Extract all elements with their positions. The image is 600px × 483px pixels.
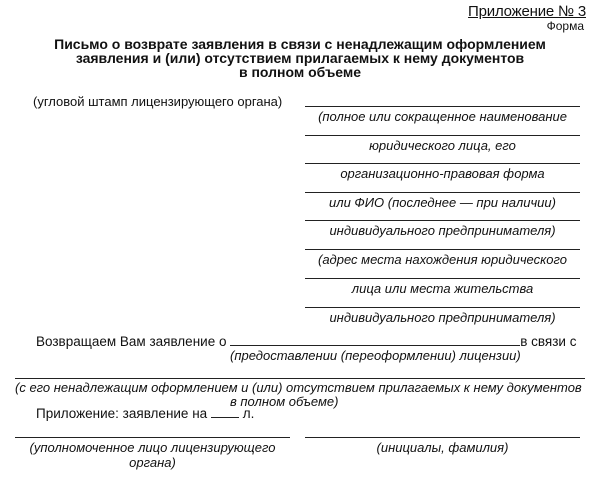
reason-caption-line-1: (с его ненадлежащим оформлением и (или) отсутствием прилагаемых к нему документов (15, 380, 582, 395)
recipient-line-6 (305, 249, 580, 250)
recipient-line-2 (305, 135, 580, 136)
title-line-3: в полном объеме (238, 64, 362, 80)
recipient-line-3 (305, 163, 580, 164)
recipient-line-5 (305, 220, 580, 221)
reason-line (15, 378, 585, 379)
official-caption (15, 440, 290, 470)
attachment-label: Приложение: заявление на (36, 406, 208, 421)
reason-caption-line-2: в полном объеме) (230, 394, 339, 409)
name-caption: (инициалы, фамилия) (376, 440, 509, 455)
recipient-line-1 (305, 106, 580, 107)
recipient-caption-5: индивидуального предпринимателя) (329, 223, 556, 238)
recipient-caption-8: индивидуального предпринимателя) (329, 310, 556, 325)
recipient-caption-4: или ФИО (последнее — при наличии) (329, 195, 556, 210)
return-text: Возвращаем Вам заявление о (36, 334, 227, 349)
document-title (20, 37, 580, 79)
provision-caption: (предоставлении (переоформлении) лицензии) (230, 348, 521, 363)
title-line-2: заявления и (или) отсутствием прилагаемых к нему документов (75, 50, 525, 66)
recipient-caption-3: организационно-правовая форма (340, 166, 545, 181)
recipient-caption-6: (адрес места нахождения юридического (318, 252, 567, 267)
recipient-caption-1: (полное или сокращенное наименование (318, 109, 567, 124)
title-line-1: Письмо о возврате заявления в связи с ненадлежащим оформлением (54, 36, 546, 52)
official-caption-line-2: органа) (129, 455, 176, 470)
appendix-number: Приложение № 3 (468, 3, 586, 20)
in-connection-text: в связи с (520, 334, 577, 349)
recipient-caption-2: юридического лица, его (369, 138, 516, 153)
attachment-sentence (36, 406, 254, 422)
recipient-caption-7: лица или места жительства (351, 281, 534, 296)
recipient-line-4 (305, 192, 580, 193)
application-subject-line (230, 345, 520, 346)
form-label: Форма (546, 19, 584, 33)
official-caption-line-1: (уполномоченное лицо лицензирующего (29, 440, 276, 455)
official-signature-line (15, 437, 290, 438)
recipient-line-7 (305, 278, 580, 279)
page-count-line (211, 417, 239, 418)
recipient-line-8 (305, 307, 580, 308)
name-signature-line (305, 437, 580, 438)
attachment-suffix: л. (242, 406, 255, 421)
corner-stamp-label: (угловой штамп лицензирующего органа) (33, 94, 283, 109)
